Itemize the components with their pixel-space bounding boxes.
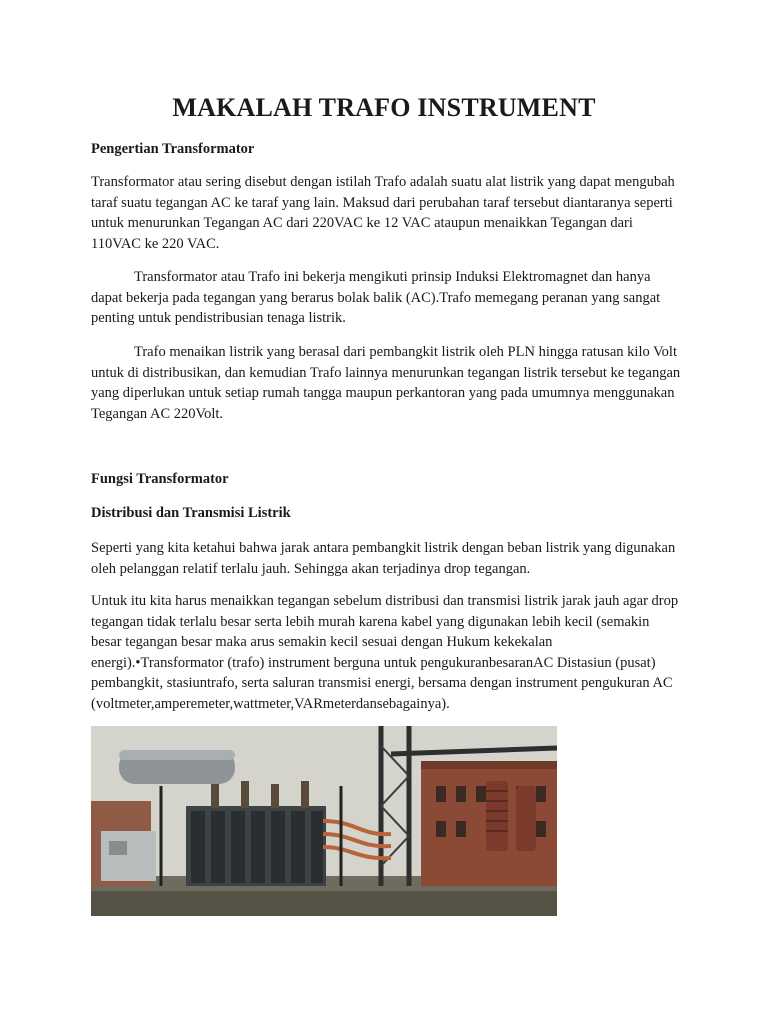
document-title: MAKALAH TRAFO INSTRUMENT — [172, 93, 596, 122]
paragraph-distribution: Trafo menaikan listrik yang berasal dari pembangkit listrik oleh PLN hingga ratusan kilo Volt untuk di distribusikan, dan kemudian Trafo lainnya menurunkan tegangan listrik tersebut ke tegangan yang diperlukan untuk setiap rumah tangga maupun perkantoran yang pada umumnya menggunakan Tegangan AC 220Volt. — [91, 344, 681, 422]
transformer-substation-photo — [91, 726, 557, 916]
section-heading-pengertian: Pengertian Transformator — [91, 141, 255, 157]
paragraph-induction: Transformator atau Trafo ini bekerja mengikuti prinsip Induksi Elektromagnet dan hanya dapat bekerja pada tegangan yang berarus bolak balik (AC).Trafo memegang peranan yang sangat penting untuk pendistribusian tenaga listrik. — [91, 269, 661, 326]
paragraph-voltage-drop: Seperti yang kita ketahui bahwa jarak antara pembangkit listrik dengan beban listrik yang digunakan oleh pelanggan relatif terlalu jauh. Sehingga akan terjadinya drop tegangan. — [91, 540, 676, 577]
subheading-distribusi: Distribusi dan Transmisi Listrik — [91, 505, 291, 521]
paragraph-instrument-transformer: Untuk itu kita harus menaikkan tegangan sebelum distribusi dan transmisi listrik jarak jauh agar drop tegangan tidak terlalu besar serta lebih murah karena kabel yang digunakan lebih kecil (semakin besar tegangan besar maka arus semakin kecil sesuai dengan Hukum kekekalan energi).•Transformator (trafo) instrument berguna untuk pengukuranbesaranAC Distasiun (pusat) pembangkit, stasiuntrafo, serta saluran transmisi energi, bersama dengan instrument pengukuran AC (voltmeter,amperemeter,wattmeter,VARmeterdansebagainya). — [91, 593, 679, 712]
paragraph-definition: Transformator atau sering disebut dengan istilah Trafo adalah suatu alat listrik yang dapat mengubah taraf suatu tegangan AC ke taraf yang lain. Maksud dari perubahan taraf tersebut diantaranya seperti untuk menurunkan Tegangan AC dari 220VAC ke 12 VAC ataupun menaikkan Tegangan dari 110VAC ke 220 VAC. — [91, 174, 675, 252]
section-heading-fungsi: Fungsi Transformator — [91, 471, 229, 487]
